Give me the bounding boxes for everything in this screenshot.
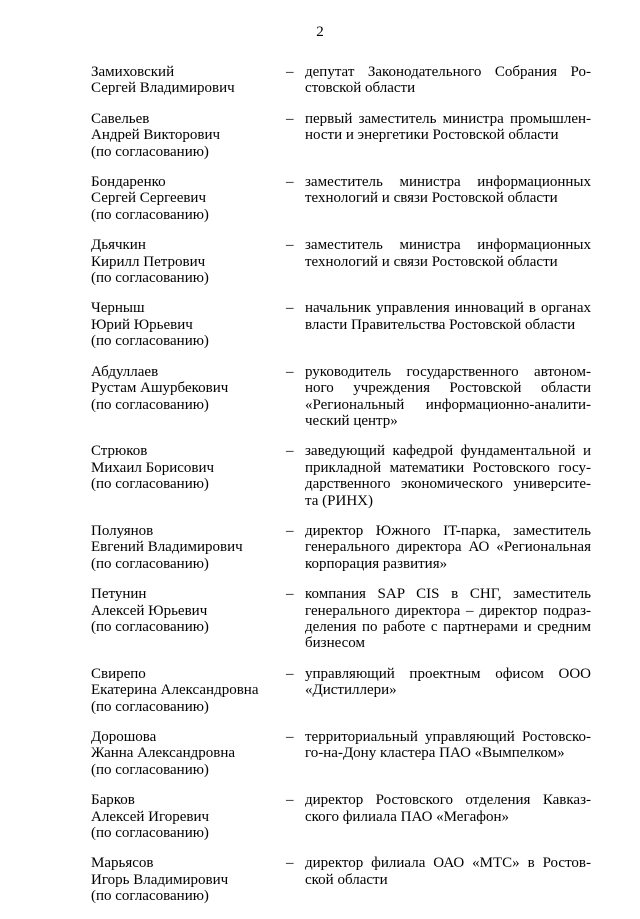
member-name-line: Екатерина Александровна — [91, 682, 259, 699]
member-position-line: управляющий проектным офисом ООО — [305, 665, 591, 682]
member-entry — [91, 855, 591, 904]
member-position-line: деления по работе с партнерами и средним — [305, 618, 591, 635]
dash-separator: – — [286, 174, 294, 191]
member-position-line: генерального директора – директор подраз- — [305, 602, 591, 619]
member-name — [91, 300, 286, 349]
dash-separator: – — [286, 64, 294, 80]
member-name-line: Юрий Юрьевич — [91, 316, 193, 333]
member-name-line: Петунин — [91, 586, 147, 603]
member-position-line: ческий центр» — [305, 412, 398, 429]
member-position — [305, 111, 591, 160]
member-position-line: стовской области — [305, 80, 416, 97]
member-name-line: (по согласованию) — [91, 618, 209, 635]
member-position-line: прикладной математики Ростовского госу- — [305, 459, 591, 476]
member-name-line: Кирилл Петрович — [91, 253, 206, 270]
member-position — [305, 237, 591, 286]
member-name — [91, 523, 286, 572]
member-position — [305, 64, 591, 97]
dash-separator: – — [286, 110, 294, 127]
member-name-line: Бондаренко — [91, 174, 166, 191]
member-position-line: директор Ростовского отделения Кавказ- — [305, 792, 591, 809]
member-name-line: Свирепо — [91, 665, 146, 682]
member-name-line: (по согласованию) — [91, 476, 209, 493]
member-position-line: корпорация развития» — [305, 555, 448, 572]
member-name — [91, 111, 286, 160]
member-entry — [91, 523, 591, 572]
member-name-line: Черныш — [91, 300, 145, 317]
dash-separator: – — [286, 300, 294, 317]
member-name-line: Дьячкин — [91, 237, 146, 254]
member-position — [305, 364, 591, 430]
member-name — [91, 443, 286, 509]
member-position-line: заведующий кафедрой фундаментальной и — [305, 443, 591, 460]
member-name — [91, 792, 286, 841]
member-position — [305, 523, 591, 572]
member-position-line: территориальный управляющий Ростовско- — [305, 729, 591, 745]
member-entry — [91, 443, 591, 509]
dash-separator: – — [286, 665, 294, 682]
member-position-line: ской области — [305, 871, 388, 888]
member-name-line: Алексей Юрьевич — [91, 602, 208, 619]
dash-separator: – — [286, 363, 294, 380]
member-name-line: Михаил Борисович — [91, 459, 215, 476]
member-position — [305, 666, 591, 715]
member-position — [305, 586, 591, 652]
member-position-line: власти Правительства Ростовской области — [305, 316, 576, 333]
member-position-line: технологий и связи Ростовской области — [305, 190, 558, 207]
member-entry — [91, 364, 591, 430]
member-position — [305, 792, 591, 841]
member-entry — [91, 586, 591, 652]
member-position-line: ности и энергетики Ростовской области — [305, 127, 559, 144]
dash-separator: – — [286, 443, 294, 460]
member-name-line: (по согласованию) — [91, 825, 209, 842]
member-position-line: технологий и связи Ростовской области — [305, 253, 558, 270]
member-position-line: та (РИНХ) — [305, 492, 373, 509]
member-name-line: Абдуллаев — [91, 363, 159, 380]
member-position-line: руководитель государственного автоном- — [305, 363, 591, 380]
member-name-line: Сергей Владимирович — [91, 80, 235, 97]
member-position-line: директор Южного IT-парка, заместитель — [305, 522, 591, 539]
member-entry — [91, 300, 591, 349]
member-name-line: Дорошова — [91, 729, 157, 745]
member-entry — [91, 666, 591, 715]
member-name-line: Андрей Викторович — [91, 127, 221, 144]
member-name-line: Барков — [91, 792, 135, 809]
member-name-line: Савельев — [91, 110, 150, 127]
member-position-line: депутат Законодательного Собрания Ро- — [305, 64, 591, 80]
member-name-line: Игорь Владимирович — [91, 871, 229, 888]
member-name — [91, 586, 286, 652]
member-name-line: (по согласованию) — [91, 143, 209, 160]
member-entry — [91, 111, 591, 160]
member-name — [91, 237, 286, 286]
member-name-line: Полуянов — [91, 522, 154, 539]
members-list — [91, 64, 591, 919]
member-name — [91, 174, 286, 223]
member-name-line: Евгений Владимирович — [91, 539, 243, 556]
member-position — [305, 174, 591, 223]
member-position — [305, 300, 591, 349]
dash-separator: – — [286, 586, 294, 603]
member-position-line: ского филиала ПАО «Мегафон» — [305, 808, 510, 825]
member-position-line: бизнесом — [305, 635, 366, 652]
page-number: 2 — [316, 24, 324, 40]
member-name — [91, 64, 286, 97]
member-name-line: (по согласованию) — [91, 888, 209, 905]
member-position — [305, 729, 591, 778]
member-name — [91, 855, 286, 904]
member-position-line: го-на-Дону кластера ПАО «Вымпелком» — [305, 745, 565, 762]
member-position-line: дарственного экономического университе- — [305, 476, 591, 493]
dash-separator: – — [286, 522, 294, 539]
member-name — [91, 666, 286, 715]
member-name-line: (по согласованию) — [91, 761, 209, 778]
member-name-line: (по согласованию) — [91, 555, 209, 572]
member-name — [91, 729, 286, 778]
member-entry — [91, 64, 591, 97]
dash-separator: – — [286, 792, 294, 809]
member-name-line: (по согласованию) — [91, 698, 209, 715]
member-position-line: заместитель министра информационных — [305, 174, 591, 191]
member-position-line: компания SAP CIS в СНГ, заместитель — [305, 586, 591, 603]
dash-separator: – — [286, 855, 294, 872]
member-position-line: директор филиала ОАО «МТС» в Ростов- — [305, 855, 591, 872]
member-entry — [91, 792, 591, 841]
member-position-line: генерального директора АО «Региональная — [305, 539, 591, 556]
member-name-line: Рустам Ашурбекович — [91, 380, 229, 397]
member-name-line: Алексей Игоревич — [91, 808, 210, 825]
member-position-line: «Региональный информационно-аналити- — [305, 396, 591, 413]
member-name-line: (по согласованию) — [91, 270, 209, 287]
member-name — [91, 364, 286, 430]
member-position — [305, 443, 591, 509]
member-position — [305, 855, 591, 904]
member-entry — [91, 237, 591, 286]
member-entry — [91, 174, 591, 223]
member-position-line: ного учреждения Ростовской области — [305, 380, 591, 397]
member-name-line: Стрюков — [91, 443, 148, 460]
member-position-line: начальник управления инноваций в органах — [305, 300, 591, 317]
member-name-line: (по согласованию) — [91, 396, 209, 413]
member-entry — [91, 729, 591, 778]
member-position-line: заместитель министра информационных — [305, 237, 591, 254]
member-name-line: (по согласованию) — [91, 206, 209, 223]
member-name-line: (по согласованию) — [91, 333, 209, 350]
member-position-line: первый заместитель министра промышлен- — [305, 110, 591, 127]
member-name-line: Жанна Александровна — [91, 745, 236, 762]
member-name-line: Марьясов — [91, 855, 154, 872]
member-position-line: «Дистиллери» — [305, 682, 397, 699]
dash-separator: – — [286, 729, 294, 745]
member-name-line: Сергей Сергеевич — [91, 190, 207, 207]
member-name-line: Замиховский — [91, 64, 175, 80]
dash-separator: – — [286, 237, 294, 254]
